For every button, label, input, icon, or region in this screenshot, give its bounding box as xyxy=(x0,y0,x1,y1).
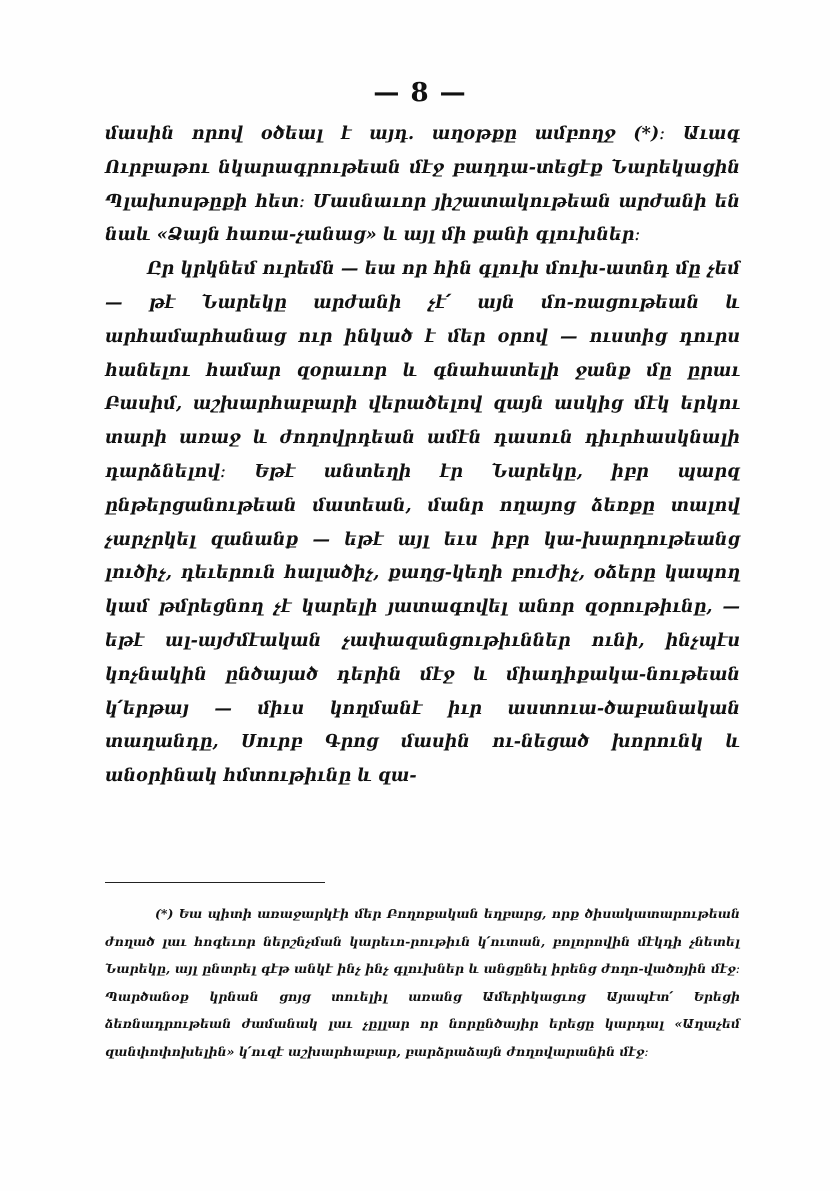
paragraph-2: Ըր կրկնեմ ուրեմն — եա որ հին գլուխ մուխ-ատնդ մը չեմ — թէ Նարեկը արժանի չէ՛ այն մո-ռացութեան և արհամարհանաց ուր ինկած է մեր օրով — ուստից դուրս հանելու համար զօրաւոր և գնահատելի ջանք մը ըրաւ Բասիմ, աշխարհաբարի վերածելով զայն ասկից մէկ երկու տարի առաջ և ժողովրդեան ամէն դասուն դիւրհասկնալի դարձնելով։ Եթէ անտեղի էր Նարեկը, իբր պարզ ընթերցանութեան մատեան, մանր ողայոց ձեռքը տալով չարչրկել զանանք — եթէ այլ եւս իբր կա-խարդութեանց լուծիչ, դեւերուն հալածիչ, քաղց-կեղի բուժիչ, օձերը կապող կամ թմրեցնող չէ կարելի յատագովել անոր զօրութիւնը, — եթէ ալ-այժմէական չափազանցութիւններ ունի, ինչպէս կոչնակին ընծայած դերին մէջ և միադիքակա-նութեան կ՛երթայ — միւս կողմանէ իւր աստուա-ծաբանական տաղանդը, Սուրբ Գրոց մասին ու-նեցած խորունկ և անօրինակ հմտութիւնը և զա- xyxy=(105,259,740,787)
footnote-divider xyxy=(105,882,325,883)
footnote-text: (*) Եա պիտի առաջարկէի մեր Բողոքական եղբարց, որք ծիսակատարութեան ժողած լաւ հոգեւոր ներշնչման կարեւո-րութիւն կ՛ուտան, բոլորովին մէկդի չնետել Նարեկը, այլ ընտրել գէթ անկէ ինչ ինչ գլուխներ և անցընել իրենց ժողո-վածոյին մէջ։ Պարծանօք կրնան ցոյց տուելիլ առանց Ամերիկացւոց Այապէտ՛ Երեցի ձեռնադրութեան ժամանակ լաւ չըլլար որ նորընծայիր երեցը կարդալ «Աղաչեմ զանփոփոխելին» կ՛ուզէ աշխարհաբար, բարձրաձայն ժողովարանին մէջ։ xyxy=(105,906,740,1059)
paragraph-1: մասին որով օծեալ է այդ. աղօթքը ամբողջ (*)։ Աւագ Ուրբաթու նկարագրութեան մէջ բաղդա-տեցէք Նարեկացին Պլախոսթըքի հետ։ Մասնաւոր յիշատակութեան արժանի են նաև «Ձայն հառա-չանաց» և այլ մի քանի գլուխներ։ xyxy=(105,124,740,246)
main-text xyxy=(105,118,740,794)
footnote xyxy=(105,900,740,1065)
page-number: — 8 — xyxy=(373,78,467,108)
